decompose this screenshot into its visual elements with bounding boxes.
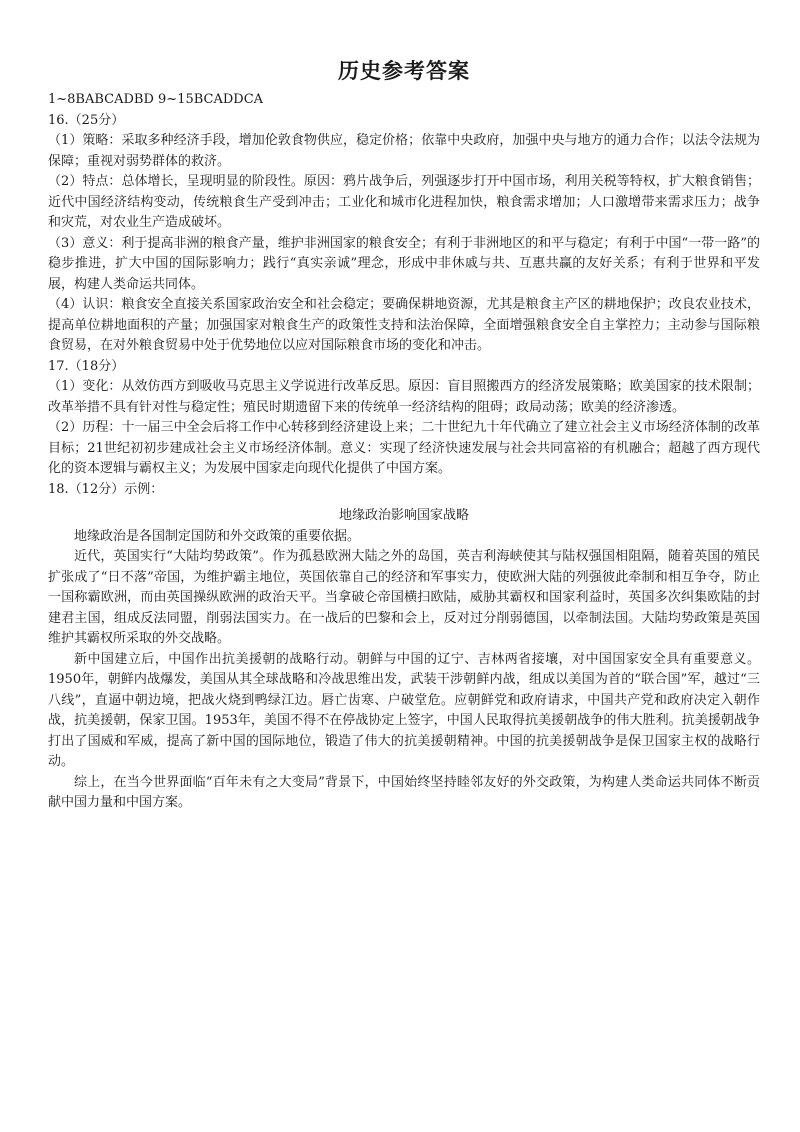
page-title: 历史参考答案 <box>338 58 470 83</box>
q18-essay-title: 地缘政治影响国家战略 <box>338 508 469 523</box>
q17-answer-1: （1）变化：从效仿西方到吸收马克思主义学说进行改革反思。原因：盲目照搬西方的经济发展策略；欧美国家的技术限制；改革举措不具有针对性与稳定性；殖民时期遗留下来的传统单一经济结构的阻碍；政局动荡；欧美的经济渗透。 <box>48 379 760 415</box>
q18-paragraph-4: 综上，在当今世界面临“百年未有之大变局”背景下，中国始终坚持睦邻友好的外交政策，为构建人类命运共同体不断贡献中国力量和中国方案。 <box>48 774 760 810</box>
q18-paragraph-1: 地缘政治是各国制定国防和外交政策的重要依据。 <box>74 528 361 544</box>
q18-header: 18.（12分）示例： <box>48 481 164 497</box>
q16-answer-1: （1）策略：采取多种经济手段，增加伦敦食物供应，稳定价格；依靠中央政府，加强中央与地方的通力合作；以法令法规为保障；重视对弱势群体的救济。 <box>48 133 760 169</box>
q16-header: 16.（25分） <box>48 112 125 128</box>
multiple-choice-answers: 1~8BABCADBD 9~15BCADDCA <box>48 92 264 107</box>
q16-answer-2: （2）特点：总体增长，呈现明显的阶段性。原因：鸦片战争后，列强逐步打开中国市场，利用关税等特权，扩大粮食销售；近代中国经济结构变动，传统粮食生产受到冲击；工业化和城市化进程加快，粮食需求增加；人口激增带来需求压力；战争和灾荒，对农业生产造成破坏。 <box>48 174 760 230</box>
q17-answer-2: （2）历程：十一届三中全会后将工作中心转移到经济建设上来；二十世纪九十年代确立了建立社会主义市场经济体制的改革目标；21世纪初初步建成社会主义市场经济体制。意义：实现了经济快速发展与社会共同富裕的有机融合；超越了西方现代化的资本逻辑与霸权主义；为发展中国家走向现代化提供了中国方案。 <box>48 420 760 476</box>
q17-header: 17.（18分） <box>48 358 125 374</box>
q16-answer-3: （3）意义：利于提高非洲的粮食产量，维护非洲国家的粮食安全；有利于非洲地区的和平与稳定；有利于中国“一带一路”的稳步推进，扩大中国的国际影响力；践行“真实亲诚”理念，形成中非休戚与共、互惠共赢的友好关系；有利于世界和平发展，构建人类命运共同体。 <box>48 235 760 292</box>
q18-paragraph-3: 新中国建立后，中国作出抗美援朝的战略行动。朝鲜与中国的辽宁、吉林两省接壤，对中国国家安全具有重要意义。1950年，朝鲜内战爆发，美国从其全球战略和冷战思维出发，武装干涉朝鲜内战，组成以美国为首的“联合国”军，越过“三八线”，直逼中朝边境，把战火烧到鸭绿江边。唇亡齿寒、户破堂危。应朝鲜党和政府请求，中国共产党和政府决定入朝作战，抗美援朝，保家卫国。1953年，美国不得不在停战协定上签字，中国人民取得抗美援朝战争的伟大胜利。抗美援朝战争打出了国威和军威，提高了新中国的国际地位，锻造了伟大的抗美援朝精神。中国的抗美援朝战争是保卫国家主权的战略行动。 <box>48 651 760 769</box>
answer-sheet <box>48 56 760 814</box>
q16-answer-4: （4）认识：粮食安全直接关系国家政治安全和社会稳定；要确保耕地资源，尤其是粮食主产区的耕地保护；改良农业技术，提高单位耕地面积的产量；加强国家对粮食生产的政策性支持和法治保障，全面增强粮食安全自主掌控力；主动参与国际粮食贸易，在对外粮食贸易中处于优势地位以应对国际粮食市场的变化和冲击。 <box>48 297 760 353</box>
q18-paragraph-2: 近代，英国实行“大陆均势政策”。作为孤悬欧洲大陆之外的岛国，英吉利海峡使其与陆权强国相阻隔，随着英国的殖民扩张成了“日不落”帝国，为维护霸主地位，英国依靠自己的经济和军事实力，使欧洲大陆的列强彼此牵制和相互争夺，防止一国称霸欧洲，而由英国操纵欧洲的政治天平。当拿破仑帝国横扫欧陆，威胁其霸权和国家利益时，英国多次纠集欧陆的封建君主国，组成反法同盟，削弱法国实力。在一战后的巴黎和会上，反对过分削弱德国，以牵制法国。大陆均势政策是英国维护其霸权所采取的外交战略。 <box>48 549 760 646</box>
